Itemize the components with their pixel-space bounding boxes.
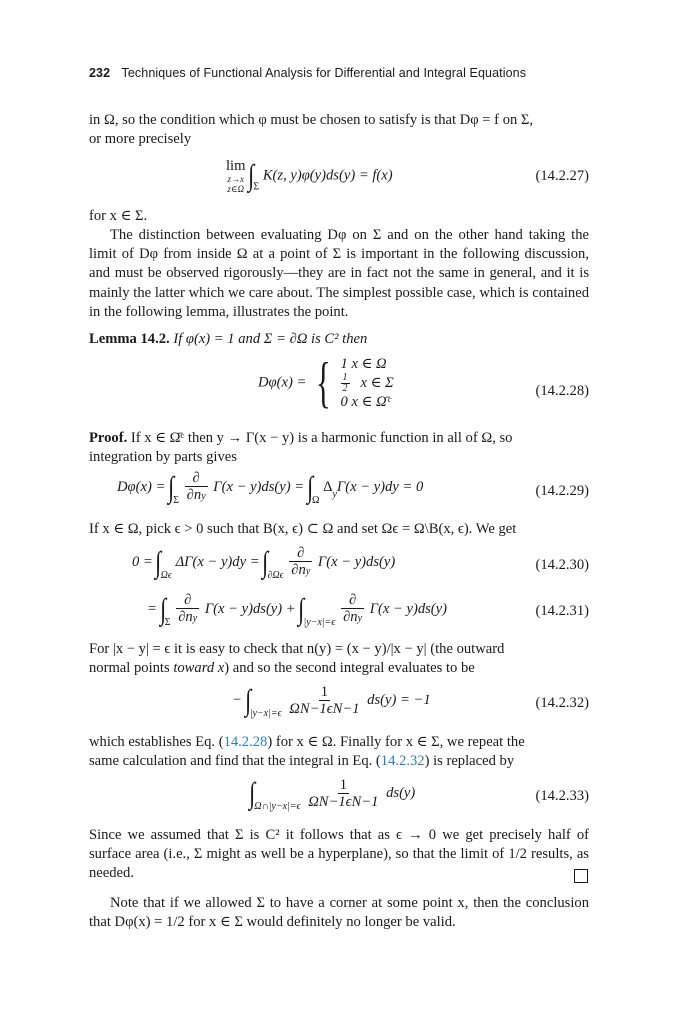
- limit-operator: lim z→x z∈Ω: [226, 158, 246, 194]
- para-4: If x ∈ Ω, pick ϵ > 0 such that B(x, ϵ) ⊂ Ω and set Ωϵ = Ω\B(x, ϵ). We get: [89, 521, 517, 537]
- equation-14-2-30: $0 = \int_{\Omega\epsilon}$ $\Delta\Gamma(x - y)dy = \int_{\partial\Omega\epsilon}$ $\frac{\partial}{\partial ny}$ Γ(x − y)ds(y): [132, 545, 396, 581]
- equation-number-14-2-30: (14.2.30): [535, 557, 589, 573]
- para-5-line-1: For |x − y| = ϵ it is easy to check that n(y) = (x − y)/|x − y| (the outward: [89, 641, 505, 657]
- proof-line-1: Proof. If x ∈ Ω̄ᶜ then y → Γ(x − y) is a harmonic function in all of Ω, so: [89, 430, 513, 446]
- para-3: The distinction between evaluating Dφ on Σ and on the other hand taking the limit of Dφ from inside Ω at a point of Σ is important in the following discussion, and must be observed rigorously—they are in fact not the same in general, and it is mainly the latter which we care about. The simplest possible case, which is contained in the following lemma, illustrates the point.: [89, 227, 589, 320]
- equation-number-14-2-27: (14.2.27): [535, 168, 589, 184]
- integral-sign: ∫: [248, 159, 255, 192]
- eq-ref-14-2-28[interactable]: 14.2.28: [223, 734, 268, 750]
- proof-label: Proof.: [89, 430, 128, 446]
- para-6-line-1: which establishes Eq. (14.2.28) for x ∈ Ω. Finally for x ∈ Σ, we repeat the: [89, 734, 525, 750]
- para-1-line-2: or more precisely: [89, 131, 192, 147]
- equation-14-2-33: $\int_{\Omega\cap|y-x|=\epsilon}$ $\frac{1}{\Omega N-1\epsilon N-1}$ ds(y): [249, 776, 416, 812]
- equation-number-14-2-33: (14.2.33): [535, 788, 589, 804]
- equation-14-2-32: − $\int_{|y-x|=\epsilon}$ $\frac{1}{\Omega N-1\epsilon N-1}$ ds(y) = −1: [232, 683, 431, 719]
- lemma-label: Lemma 14.2.: [89, 331, 170, 347]
- equation-number-14-2-32: (14.2.32): [535, 695, 589, 711]
- equation-14-2-27: lim z→x z∈Ω $\int_\Sigma$ K(z, y)φ(y)ds(y) = f(x): [226, 158, 393, 194]
- equation-14-2-28: Dφ(x) = { 1 x ∈ Ω $\frac{1}{2}$ x ∈ Σ 0 x ∈ Ω̄ᶜ: [258, 352, 394, 414]
- proof-line-2: integration by parts gives: [89, 449, 237, 465]
- para-1-line-1: in Ω, so the condition which φ must be chosen to satisfy is that Dφ = f on Σ,: [89, 112, 534, 128]
- running-head: [89, 66, 526, 80]
- left-brace: {: [316, 352, 331, 414]
- para-6-line-2: same calculation and find that the integral in Eq. (14.2.32) is replaced by: [89, 753, 515, 769]
- para-8: Note that if we allowed Σ to have a corner at some point x, then the conclusion that Dφ(x) = 1/2 for x ∈ Σ would definitely no longer be valid.: [89, 895, 589, 931]
- lemma-text: If φ(x) = 1 and Σ = ∂Ω is C² then: [173, 331, 368, 347]
- equation-number-14-2-29: (14.2.29): [535, 483, 589, 499]
- equation-14-2-29: $D\varphi(x) = \int_\Sigma$ $\frac{\partial}{\partial ny}$ $\Gamma(x - y)ds(y) = \int_\Omega$ $\Delta_y\Gamma(x - y)dy = 0$: [117, 470, 424, 506]
- equation-14-2-31: = $\int_\Sigma$ $\frac{\partial}{\partial ny}$ $\Gamma(x - y)ds(y) + \int_{|y-x|=\epsilon}$ $\frac{\partial}{\partial ny}$ Γ(x − y)ds(y): [147, 592, 447, 628]
- para-5-line-2: normal points toward x) and so the second integral evaluates to be: [89, 660, 475, 676]
- cases: 1 x ∈ Ω $\frac{1}{2}$ x ∈ Σ 0 x ∈ Ω̄ᶜ: [340, 355, 394, 410]
- lemma-14-2: [89, 330, 589, 349]
- page-number: 232: [89, 66, 111, 80]
- para-2: for x ∈ Σ.: [89, 208, 148, 224]
- para-7: Since we assumed that Σ is C² it follows that as ϵ → 0 we get precisely half of surface area (i.e., Σ might as well be a hyperplane), so that the limit of 1/2 results, as needed.: [89, 827, 589, 882]
- qed-box: [574, 869, 588, 883]
- equation-number-14-2-28: (14.2.28): [535, 383, 589, 399]
- eq-ref-14-2-32[interactable]: 14.2.32: [380, 753, 425, 769]
- running-title: Techniques of Functional Analysis for Differential and Integral Equations: [121, 66, 527, 80]
- equation-number-14-2-31: (14.2.31): [535, 603, 589, 619]
